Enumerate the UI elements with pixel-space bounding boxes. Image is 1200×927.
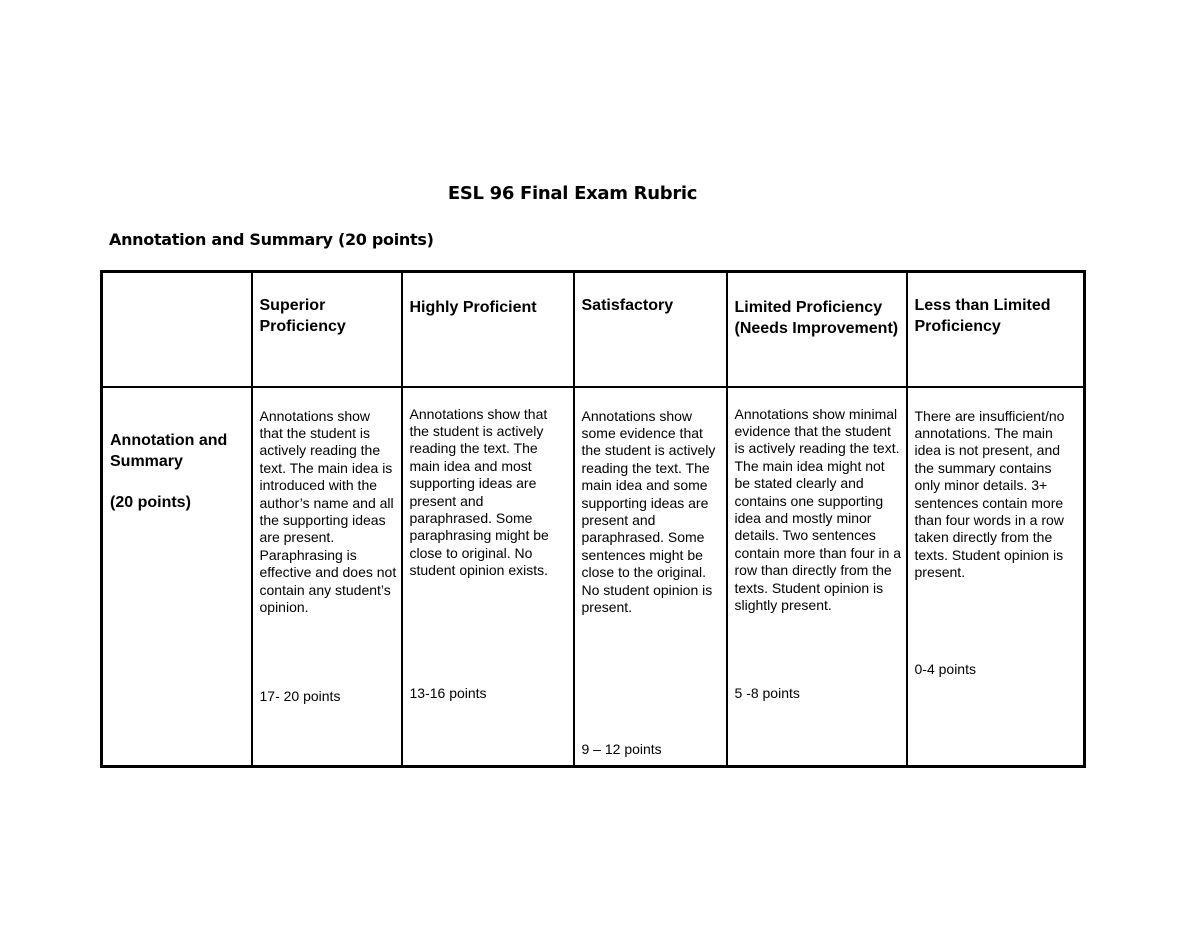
points-superior: 17- 20 points <box>259 687 341 704</box>
column-header-highly-proficient: Highly Proficient <box>409 299 537 316</box>
page-title: ESL 96 Final Exam Rubric <box>447 183 698 204</box>
header-cell-superior <box>252 272 402 387</box>
description-satisfactory: Annotations show some evidence that the student is actively reading the text. The main idea and some supporting ideas are present and paraphrased. Some sentences might be close to the original. No student opinion is present. <box>581 407 716 615</box>
header-cell-highly <box>402 272 574 387</box>
cell-satisfactory <box>574 387 727 767</box>
points-satisfactory: 9 – 12 points <box>581 740 662 757</box>
row-label: Annotation and Summary <box>110 431 228 470</box>
header-cell-empty <box>102 272 252 387</box>
header-row <box>102 272 1085 387</box>
section-heading: Annotation and Summary (20 points) <box>109 230 434 249</box>
column-header-superior-proficiency: Superior Proficiency <box>259 297 346 335</box>
cell-limited <box>727 387 907 767</box>
header-cell-less-than-limited <box>907 272 1085 387</box>
row-header <box>110 430 247 513</box>
header-cell-satisfactory <box>574 272 727 387</box>
points-highly-proficient: 13-16 points <box>409 684 487 701</box>
row-points: (20 points) <box>110 493 191 511</box>
criteria-row <box>102 387 1085 767</box>
description-superior: Annotations show that the student is actively reading the text. The main idea is introduced with the author’s name and all the supporting ideas are present. Paraphrasing is effective and does not contain any student’s opinion. <box>259 407 397 615</box>
row-header-cell <box>102 387 252 767</box>
description-highly-proficient: Annotations show that the student is actively reading the text. The main idea and most supporting ideas are present and paraphrased. Some paraphrasing might be close to original. No student opinion exists. <box>409 405 549 579</box>
description-limited: Annotations show minimal evidence that the student is actively reading the text. The main idea might not be stated clearly and contains one supporting idea and mostly minor details. Two sentences contain more than four in a row than directly from the texts. Student opinion is slightly present. <box>734 405 902 613</box>
cell-less-than-limited <box>907 387 1085 767</box>
points-limited: 5 -8 points <box>734 684 800 701</box>
cell-superior <box>252 387 402 767</box>
description-less-than-limited: There are insufficient/no annotations. The main idea is not present, and the summary contains only minor details. 3+ sentences contain more than four words in a row taken directly from the texts. Student opinion is present. <box>914 407 1065 581</box>
column-header-limited-proficiency: Limited Proficiency (Needs Improvement) <box>734 299 899 337</box>
header-cell-limited <box>727 272 907 387</box>
column-header-less-than-limited-proficiency: Less than Limited Proficiency <box>914 297 1051 335</box>
column-header-satisfactory: Satisfactory <box>581 297 674 314</box>
rubric-table <box>100 270 1086 768</box>
cell-highly-proficient <box>402 387 574 767</box>
points-less-than-limited: 0-4 points <box>914 660 976 677</box>
